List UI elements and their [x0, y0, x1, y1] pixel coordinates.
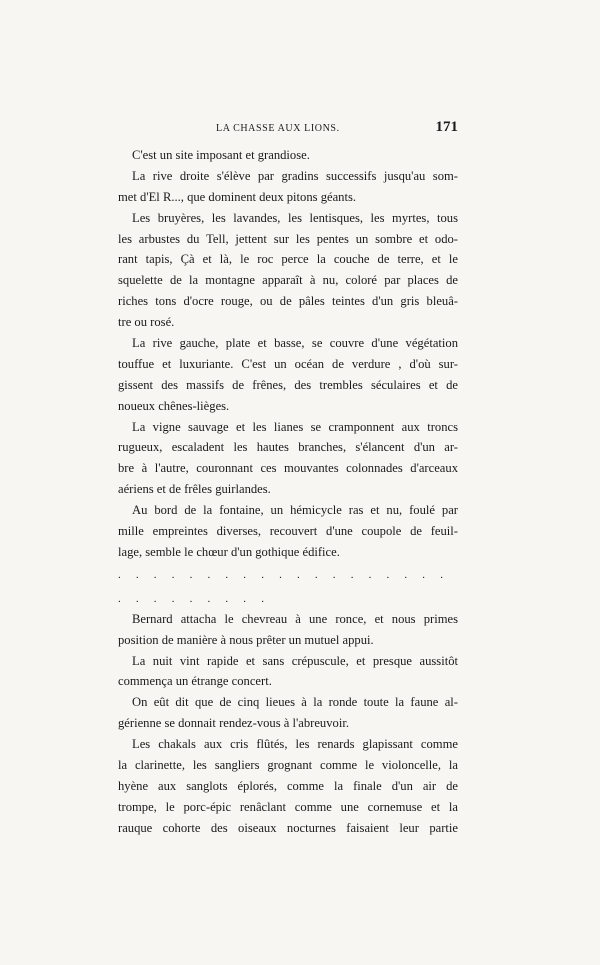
text-line: tre ou rosé. — [118, 315, 175, 330]
text-line: met d'El R..., que dominent deux pitons géants. — [118, 189, 357, 204]
text-line: bre à l'autre, couronnant ces mouvantes colonnades d'arceaux — [118, 461, 458, 476]
page-header — [118, 119, 458, 141]
text-line: touffue et luxuriante. C'est un océan de verdure , d'où sur- — [118, 356, 458, 371]
body-text — [118, 145, 458, 839]
text-line: rugueux, escaladent les hautes branches, s'élancent d'un ar- — [118, 440, 458, 455]
page-number: 171 — [435, 119, 458, 135]
text-line: rant tapis, Çà et là, le roc perce la couche de terre, et le — [118, 252, 458, 267]
text-line: La rive droite s'élève par gradins successifs jusqu'au som- — [132, 168, 458, 183]
running-title: LA CHASSE AUX LIONS. — [216, 123, 340, 134]
dotted-separator: . . . . . . . . . . . . . . . . . . . . . . . . . . . . — [118, 568, 450, 605]
text-line: commença un étrange concert. — [118, 674, 272, 689]
text-line: Les bruyères, les lavandes, les lentisques, les myrtes, tous — [132, 210, 458, 225]
text-line: riches tons d'ocre rouge, ou de pâles teintes d'un gris bleuâ- — [118, 294, 458, 309]
text-line: La vigne sauvage et les lianes se cramponnent aux troncs — [132, 419, 458, 434]
text-line: mille empreintes diverses, recouvert d'une coupole de feuil- — [118, 524, 458, 539]
text-line: rauque cohorte des oiseaux nocturnes faisaient leur partie — [118, 820, 458, 835]
text-line: gissent des massifs de frênes, des trembles séculaires et de — [118, 377, 458, 392]
text-line: La rive gauche, plate et basse, se couvre d'une végétation — [132, 336, 458, 351]
text-line: la clarinette, les sangliers grognant comme le violoncelle, la — [118, 758, 458, 773]
text-line: trompe, le porc-épic renâclant comme une cornemuse et la — [118, 799, 458, 814]
text-line: position de manière à nous prêter un mutuel appui. — [118, 632, 374, 647]
text-line: Bernard attacha le chevreau à une ronce, et nous primes — [132, 611, 458, 626]
text-line: On eût dit que de cinq lieues à la ronde toute la faune al- — [132, 695, 458, 710]
text-line: gérienne se donnait rendez-vous à l'abreuvoir. — [118, 716, 349, 731]
text-line: C'est un site imposant et grandiose. — [132, 148, 310, 162]
text-line: aériens et de frêles guirlandes. — [118, 482, 271, 497]
text-line: squelette de la montagne apparaît à nu, coloré par places de — [118, 273, 458, 288]
text-line: Les chakals aux cris flûtés, les renards glapissant comme — [132, 737, 458, 752]
text-line: hyène aux sanglots éplorés, comme la finale d'un air de — [118, 778, 458, 793]
text-line: Au bord de la fontaine, un hémicycle ras et nu, foulé par — [132, 503, 458, 518]
text-line: noueux chênes-lièges. — [118, 398, 230, 413]
text-line: lage, semble le chœur d'un gothique édifice. — [118, 544, 340, 559]
text-line: La nuit vint rapide et sans crépuscule, et presque aussitôt — [132, 653, 458, 668]
text-line: les arbustes du Tell, jettent sur les pentes un sombre et odo- — [118, 231, 458, 246]
